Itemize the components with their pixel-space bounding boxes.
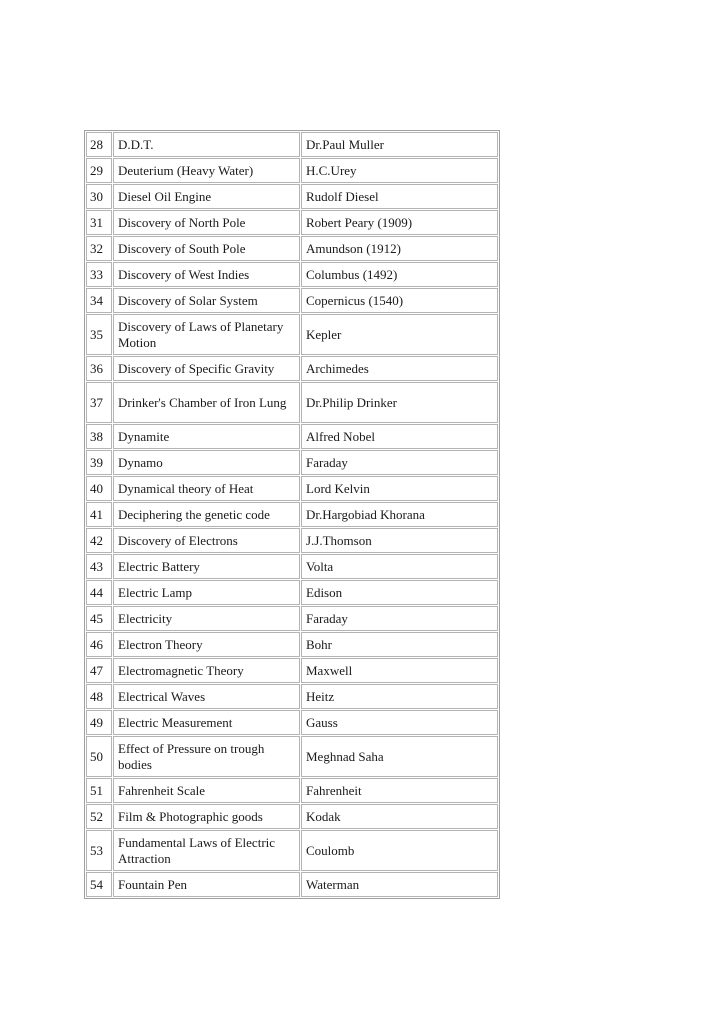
row-number: 46 [86,632,112,657]
row-number: 52 [86,804,112,829]
table-row [86,502,498,527]
invention-cell: Discovery of Laws of Planetary Motion [113,314,300,355]
inventor-cell: Columbus (1492) [301,262,498,287]
invention-cell: Dynamite [113,424,300,449]
invention-cell: Effect of Pressure on trough bodies [113,736,300,777]
table-row [86,382,498,423]
table-row [86,658,498,683]
invention-cell: Deciphering the genetic code [113,502,300,527]
invention-cell: Electricity [113,606,300,631]
row-number: 42 [86,528,112,553]
row-number: 29 [86,158,112,183]
row-number: 36 [86,356,112,381]
invention-cell: Fountain Pen [113,872,300,897]
table-row [86,450,498,475]
inventor-cell: Amundson (1912) [301,236,498,261]
table-row [86,580,498,605]
row-number: 41 [86,502,112,527]
invention-cell: Electric Measurement [113,710,300,735]
inventor-cell: Coulomb [301,830,498,871]
invention-cell: Fundamental Laws of Electric Attraction [113,830,300,871]
inventor-cell: Faraday [301,450,498,475]
inventions-table [84,130,500,899]
table-row [86,872,498,897]
table-row [86,804,498,829]
row-number: 47 [86,658,112,683]
table-row [86,424,498,449]
row-number: 35 [86,314,112,355]
invention-cell: Dynamo [113,450,300,475]
invention-cell: Discovery of North Pole [113,210,300,235]
invention-cell: D.D.T. [113,132,300,157]
inventor-cell: Dr.Hargobiad Khorana [301,502,498,527]
table-row [86,778,498,803]
row-number: 31 [86,210,112,235]
invention-cell: Discovery of West Indies [113,262,300,287]
invention-cell: Electric Lamp [113,580,300,605]
inventor-cell: Waterman [301,872,498,897]
row-number: 53 [86,830,112,871]
table-row [86,236,498,261]
row-number: 43 [86,554,112,579]
table-row [86,288,498,313]
inventor-cell: Volta [301,554,498,579]
row-number: 50 [86,736,112,777]
row-number: 48 [86,684,112,709]
table-row [86,356,498,381]
invention-cell: Film & Photographic goods [113,804,300,829]
row-number: 40 [86,476,112,501]
invention-cell: Electric Battery [113,554,300,579]
inventor-cell: Gauss [301,710,498,735]
inventor-cell: Fahrenheit [301,778,498,803]
inventor-cell: Faraday [301,606,498,631]
invention-cell: Deuterium (Heavy Water) [113,158,300,183]
invention-cell: Diesel Oil Engine [113,184,300,209]
table-row [86,314,498,355]
inventor-cell: Bohr [301,632,498,657]
row-number: 45 [86,606,112,631]
row-number: 30 [86,184,112,209]
inventor-cell: Robert Peary (1909) [301,210,498,235]
row-number: 54 [86,872,112,897]
table-row [86,554,498,579]
inventor-cell: Meghnad Saha [301,736,498,777]
inventor-cell: Edison [301,580,498,605]
invention-cell: Discovery of Specific Gravity [113,356,300,381]
row-number: 33 [86,262,112,287]
inventions-table-body [86,132,498,897]
row-number: 39 [86,450,112,475]
invention-cell: Fahrenheit Scale [113,778,300,803]
row-number: 38 [86,424,112,449]
table-row [86,132,498,157]
invention-cell: Discovery of South Pole [113,236,300,261]
invention-cell: Electrical Waves [113,684,300,709]
row-number: 32 [86,236,112,261]
table-row [86,210,498,235]
inventor-cell: Dr.Paul Muller [301,132,498,157]
table-row [86,158,498,183]
inventor-cell: Copernicus (1540) [301,288,498,313]
invention-cell: Electromagnetic Theory [113,658,300,683]
invention-cell: Dynamical theory of Heat [113,476,300,501]
row-number: 28 [86,132,112,157]
invention-cell: Discovery of Electrons [113,528,300,553]
table-row [86,262,498,287]
inventor-cell: Kodak [301,804,498,829]
row-number: 34 [86,288,112,313]
invention-cell: Drinker's Chamber of Iron Lung [113,382,300,423]
inventor-cell: Maxwell [301,658,498,683]
inventor-cell: J.J.Thomson [301,528,498,553]
inventor-cell: Archimedes [301,356,498,381]
table-row [86,710,498,735]
inventor-cell: Rudolf Diesel [301,184,498,209]
table-row [86,684,498,709]
table-row [86,632,498,657]
row-number: 44 [86,580,112,605]
row-number: 49 [86,710,112,735]
table-row [86,528,498,553]
inventor-cell: Lord Kelvin [301,476,498,501]
inventor-cell: Alfred Nobel [301,424,498,449]
table-row [86,184,498,209]
inventor-cell: Kepler [301,314,498,355]
table-row [86,476,498,501]
table-row [86,830,498,871]
table-row [86,736,498,777]
inventor-cell: Dr.Philip Drinker [301,382,498,423]
row-number: 51 [86,778,112,803]
invention-cell: Discovery of Solar System [113,288,300,313]
invention-cell: Electron Theory [113,632,300,657]
inventor-cell: Heitz [301,684,498,709]
table-row [86,606,498,631]
row-number: 37 [86,382,112,423]
inventor-cell: H.C.Urey [301,158,498,183]
